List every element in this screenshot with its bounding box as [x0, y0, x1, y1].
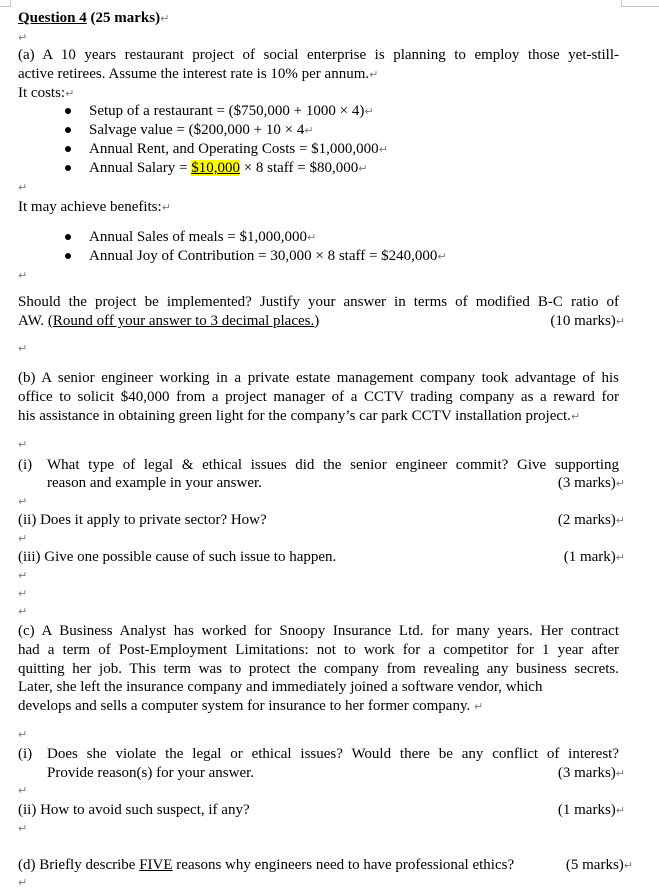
- paragraph-mark-icon: ↵: [161, 201, 171, 214]
- part-b-iii-marks: (1 mark)↵: [563, 549, 625, 565]
- paragraph-mark-icon: ↵: [18, 876, 28, 889]
- paragraph-mark-icon: ↵: [615, 551, 625, 564]
- paragraph-mark-icon: ↵: [18, 728, 28, 741]
- paragraph-mark-icon: ↵: [18, 495, 28, 508]
- part-c-line-4: Later, she left the insurance company and immediately joined a software vendor, which: [18, 679, 543, 695]
- paragraph-mark-icon: ↵: [615, 514, 625, 527]
- part-c-i-marks: (3 marks)↵: [557, 765, 625, 781]
- part-c-i-number: (i): [18, 746, 33, 762]
- question-marks: (25 marks): [86, 10, 161, 26]
- benefit-item-joy: Annual Joy of Contribution = 30,000 × 8 staff = $240,000↵: [89, 248, 447, 264]
- part-a-question-line-2: AW. (Round off your answer to 3 decimal places.): [18, 313, 320, 329]
- paragraph-mark-icon: ↵: [615, 477, 625, 490]
- part-b-ii: (ii) Does it apply to private sector? How?: [18, 512, 267, 528]
- bullet-icon: [65, 108, 71, 114]
- paragraph-mark-icon: ↵: [18, 784, 28, 797]
- part-a-marks: (10 marks)↵: [550, 313, 625, 329]
- paragraph-mark-icon: ↵: [615, 315, 625, 328]
- paragraph-mark-icon: ↵: [623, 859, 633, 872]
- part-c-line-1: (c) A Business Analyst has worked for Snoopy Insurance Ltd. for many years. Her contract: [18, 623, 619, 639]
- paragraph-mark-icon: ↵: [18, 569, 28, 582]
- paragraph-mark-icon: ↵: [18, 31, 28, 44]
- cost-item-rent: Annual Rent, and Operating Costs = $1,000,000↵: [89, 141, 388, 157]
- paragraph-mark-icon: ↵: [18, 605, 28, 618]
- part-c-i-line-2: Provide reason(s) for your answer.: [47, 765, 255, 781]
- paragraph-mark-icon: ↵: [18, 438, 28, 451]
- part-a-intro-line-1: (a) A 10 years restaurant project of social enterprise is planning to employ those yet-still-: [18, 47, 619, 63]
- question-number: Question 4: [18, 10, 87, 26]
- part-b-ii-marks: (2 marks)↵: [557, 512, 625, 528]
- part-b-iii: (iii) Give one possible cause of such issue to happen.: [18, 549, 337, 565]
- part-d-question: (d) Briefly describe FIVE reasons why engineers need to have professional ethics?: [18, 857, 515, 873]
- part-c-line-3: quitting her job. This term was to protect the company from revealing any business secrets.: [18, 661, 619, 677]
- paragraph-mark-icon: ↵: [570, 410, 581, 423]
- part-b-line-3: his assistance in obtaining green light for the company’s car park CCTV installation project.↵: [18, 408, 581, 424]
- highlighted-salary: $10,000: [191, 160, 240, 176]
- part-a-intro-line-2: active retirees. Assume the interest rate is 10% per annum.↵: [18, 66, 379, 82]
- part-b-i-marks: (3 marks)↵: [557, 475, 625, 491]
- part-c-ii-marks: (1 marks)↵: [557, 802, 625, 818]
- paragraph-mark-icon: ↵: [437, 250, 447, 263]
- bullet-icon: [65, 165, 71, 171]
- part-b-line-1: (b) A senior engineer working in a private estate management company took advantage of his: [18, 370, 619, 386]
- paragraph-mark-icon: ↵: [18, 269, 28, 282]
- benefit-item-sales: Annual Sales of meals = $1,000,000↵: [89, 229, 317, 245]
- part-c-line-5: develops and sells a computer system for insurance to her former company. ↵: [18, 698, 484, 714]
- paragraph-mark-icon: ↵: [18, 181, 28, 194]
- page-corner-mark-right: [621, 0, 659, 7]
- paragraph-mark-icon: ↵: [18, 532, 28, 545]
- paragraph-mark-icon: ↵: [358, 162, 368, 175]
- page-corner-mark-left: [0, 0, 11, 7]
- part-c-line-2: had a term of Post-Employment Limitations: not to work for a competitor for 1 year after: [18, 642, 619, 658]
- paragraph-mark-icon: ↵: [304, 124, 314, 137]
- paragraph-mark-icon: ↵: [473, 700, 484, 713]
- part-b-i-line-1: What type of legal & ethical issues did the senior engineer commit? Give supporting: [47, 457, 619, 473]
- bullet-icon: [65, 253, 71, 259]
- paragraph-mark-icon: ↵: [615, 767, 625, 780]
- part-a-question-line-1: Should the project be implemented? Justify your answer in terms of modified B-C ratio of: [18, 294, 619, 310]
- paragraph-mark-icon: ↵: [160, 12, 170, 25]
- cost-item-salvage: Salvage value = ($200,000 + 10 × 4↵: [89, 122, 314, 138]
- paragraph-mark-icon: ↵: [615, 804, 625, 817]
- costs-label: It costs:↵: [18, 85, 75, 101]
- cost-item-salary: Annual Salary = $10,000 × 8 staff = $80,000↵: [89, 160, 368, 176]
- part-b-line-2: office to solicit $40,000 from a project manager of a CCTV trading company as a reward for: [18, 389, 619, 405]
- paragraph-mark-icon: ↵: [369, 68, 379, 81]
- bullet-icon: [65, 127, 71, 133]
- paragraph-mark-icon: ↵: [18, 822, 28, 835]
- part-d-marks: (5 marks)↵: [565, 857, 633, 873]
- paragraph-mark-icon: ↵: [65, 87, 75, 100]
- part-b-i-number: (i): [18, 457, 33, 473]
- paragraph-mark-icon: ↵: [378, 143, 388, 156]
- question-heading: [18, 9, 169, 28]
- cost-item-setup: Setup of a restaurant = ($750,000 + 1000 × 4)↵: [89, 103, 374, 119]
- paragraph-mark-icon: ↵: [18, 587, 28, 600]
- bullet-icon: [65, 146, 71, 152]
- bullet-icon: [65, 234, 71, 240]
- part-c-i-line-1: Does she violate the legal or ethical issues? Would there be any conflict of interest?: [47, 746, 619, 762]
- part-c-ii: (ii) How to avoid such suspect, if any?: [18, 802, 250, 818]
- paragraph-mark-icon: ↵: [18, 342, 28, 355]
- paragraph-mark-icon: ↵: [364, 105, 374, 118]
- part-b-i-line-2: reason and example in your answer.: [47, 475, 262, 491]
- benefits-label: It may achieve benefits:↵: [18, 199, 171, 215]
- paragraph-mark-icon: ↵: [307, 231, 317, 244]
